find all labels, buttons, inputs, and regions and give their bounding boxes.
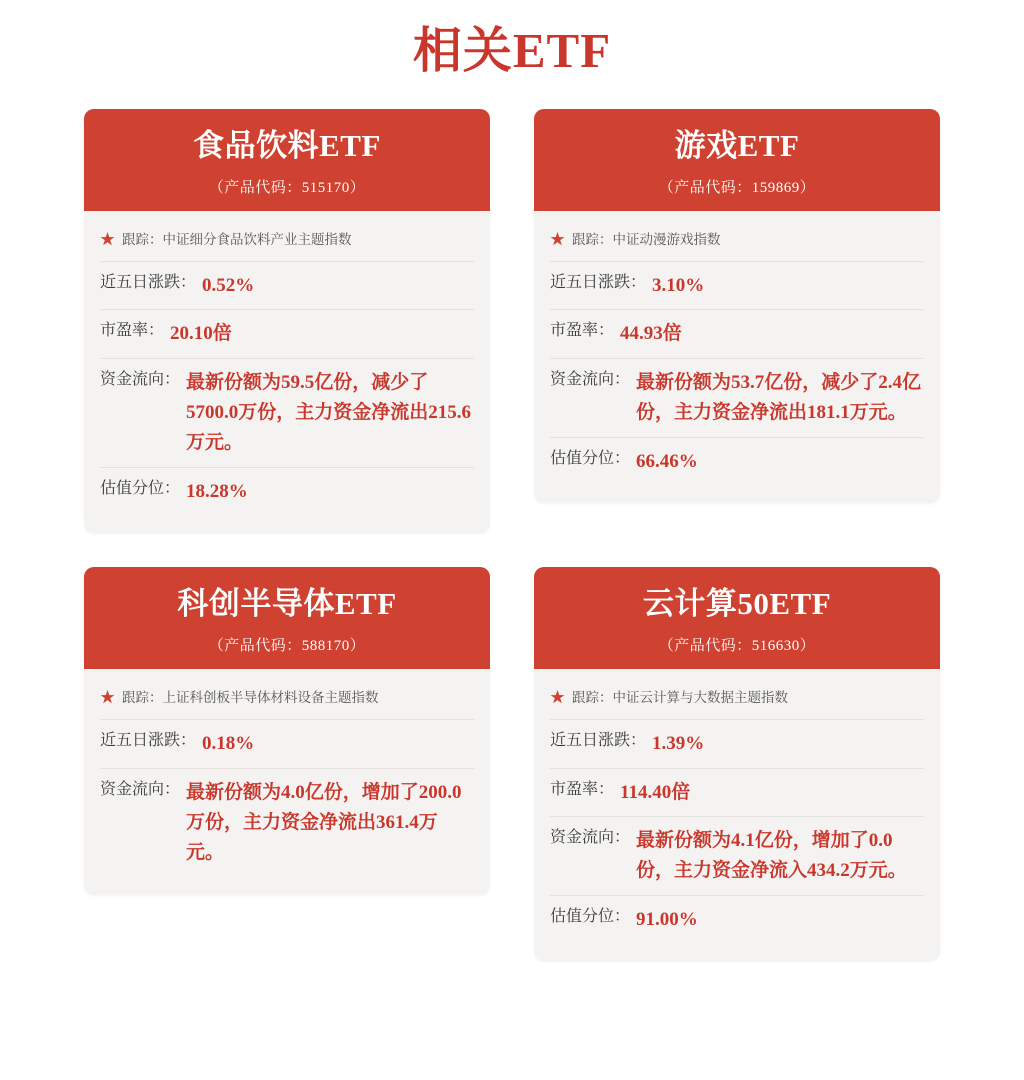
pe-label: 市盈率： [100, 322, 165, 340]
five-day-value: 0.52% [202, 274, 255, 296]
five-day-label: 近五日涨跌： [100, 732, 197, 750]
etf-code [544, 176, 930, 197]
code-prefix: （产品代码： [658, 179, 752, 196]
etf-code [94, 634, 480, 655]
track-row [100, 683, 474, 719]
card-header [84, 109, 490, 211]
code-prefix: （产品代码： [658, 637, 752, 654]
five-day-value: 3.10% [652, 274, 705, 296]
code-value: 515170 [301, 179, 350, 196]
flow-value: 最新份额为59.5亿份，减少了5700.0万份，主力资金净流出215.6万元。 [186, 371, 472, 453]
card-header [534, 109, 940, 211]
card-body [84, 211, 490, 534]
track-label: 跟踪： [572, 689, 613, 705]
five-day-label: 近五日涨跌： [550, 273, 647, 291]
flow-value: 最新份额为4.1亿份，增加了0.0份，主力资金净流入434.2万元。 [636, 829, 907, 881]
flow-label: 资金流向： [100, 780, 181, 798]
track-value: 中证细分食品饮料产业主题指数 [162, 231, 352, 247]
flow-label: 资金流向： [550, 828, 631, 846]
pe-label: 市盈率： [550, 780, 615, 798]
flow-value: 最新份额为4.0亿份，增加了200.0万份，主力资金净流出361.4万元。 [186, 781, 462, 863]
five-day-value: 1.39% [652, 733, 705, 755]
valuation-label: 估值分位： [100, 479, 181, 497]
etf-card-grid [0, 109, 1024, 962]
code-prefix: （产品代码： [208, 637, 302, 654]
track-text [122, 689, 379, 707]
etf-name: 云计算50ETF [642, 586, 832, 622]
etf-name: 科创半导体ETF [177, 586, 397, 622]
track-text [572, 231, 721, 249]
flow-value: 最新份额为53.7亿份，减少了2.4亿份，主力资金净流出181.1万元。 [636, 371, 922, 423]
star-icon: ★ [100, 231, 116, 248]
five-day-label: 近五日涨跌： [550, 732, 647, 750]
star-icon: ★ [550, 231, 566, 248]
pe-value: 20.10倍 [170, 323, 232, 345]
flow-label: 资金流向： [100, 370, 181, 388]
track-row [550, 683, 924, 719]
valuation-label: 估值分位： [550, 449, 631, 467]
card-body [534, 669, 940, 962]
flow-row [550, 358, 924, 437]
track-label: 跟踪： [572, 231, 613, 247]
etf-code [544, 634, 930, 655]
code-value: 516630 [751, 637, 800, 654]
five-day-row [100, 261, 474, 309]
track-text [572, 689, 788, 707]
etf-card[interactable] [534, 109, 940, 503]
code-suffix: ） [799, 637, 816, 654]
card-header [534, 567, 940, 669]
etf-card[interactable] [534, 567, 940, 961]
five-day-value: 0.18% [202, 733, 255, 755]
track-row [550, 225, 924, 261]
pe-row [550, 309, 924, 357]
flow-row [100, 768, 474, 877]
valuation-row [100, 467, 474, 515]
pe-value: 114.40倍 [620, 781, 691, 803]
valuation-value: 66.46% [636, 450, 698, 472]
card-body [534, 211, 940, 504]
pe-row [100, 309, 474, 357]
code-value: 159869 [751, 179, 800, 196]
track-value: 中证动漫游戏指数 [612, 231, 721, 247]
etf-code [94, 176, 480, 197]
etf-name: 游戏ETF [674, 127, 800, 163]
etf-card[interactable] [84, 567, 490, 894]
etf-name: 食品饮料ETF [193, 127, 381, 163]
valuation-row [550, 895, 924, 943]
valuation-label: 估值分位： [550, 908, 631, 925]
page-title: 相关ETF [412, 23, 612, 78]
track-row [100, 225, 474, 261]
etf-card[interactable] [84, 109, 490, 533]
code-suffix: ） [349, 179, 366, 196]
valuation-value: 91.00% [636, 909, 698, 930]
code-value: 588170 [301, 637, 350, 654]
pe-label: 市盈率： [550, 322, 615, 340]
track-value: 中证云计算与大数据主题指数 [612, 689, 789, 705]
card-body [84, 669, 490, 895]
code-prefix: （产品代码： [208, 179, 302, 196]
star-icon: ★ [100, 689, 116, 706]
track-text [122, 231, 352, 249]
flow-row [550, 816, 924, 895]
track-value: 上证科创板半导体材料设备主题指数 [162, 689, 379, 705]
pe-row [550, 768, 924, 816]
track-label: 跟踪： [122, 231, 163, 247]
valuation-value: 18.28% [186, 480, 248, 502]
valuation-row [550, 437, 924, 485]
star-icon: ★ [550, 689, 566, 706]
five-day-row [550, 261, 924, 309]
code-suffix: ） [349, 637, 366, 654]
five-day-row [550, 719, 924, 767]
track-label: 跟踪： [122, 689, 163, 705]
five-day-row [100, 719, 474, 767]
five-day-label: 近五日涨跌： [100, 273, 197, 291]
flow-label: 资金流向： [550, 370, 631, 388]
pe-value: 44.93倍 [620, 323, 682, 345]
code-suffix: ） [799, 179, 816, 196]
card-header [84, 567, 490, 669]
flow-row [100, 358, 474, 467]
